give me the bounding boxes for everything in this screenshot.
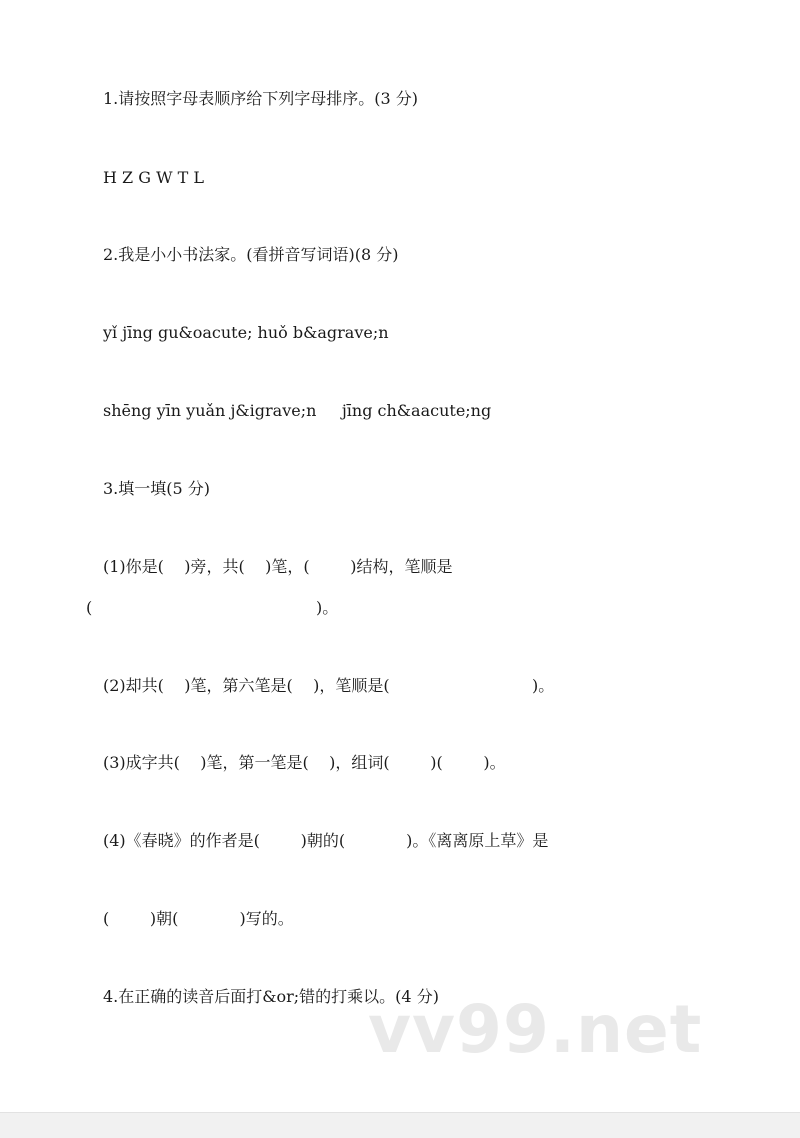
question-4-heading: 4.在正确的读音后面打&or;错的打乘以。(4 分) [103, 987, 439, 1006]
fill-item-4-continuation: ( )朝( )写的。 [103, 909, 294, 928]
fill-item-1-continuation: ( )。 [86, 598, 339, 617]
question-2-heading: 2.我是小小书法家。(看拼音写词语)(8 分) [103, 245, 399, 264]
question-1-heading: 1.请按照字母表顺序给下列字母排序。(3 分) [103, 89, 419, 108]
watermark: vv99.net [368, 991, 703, 1068]
fill-item-1: (1)你是( )旁，共( )笔，( )结构，笔顺是 [103, 557, 453, 576]
letters-to-sort: H Z G W T L [103, 168, 205, 187]
page-bottom-strip [0, 1112, 800, 1138]
question-3-heading: 3.填一填(5 分) [103, 479, 211, 498]
pinyin-line-1: yǐ jīng gu&oacute; huǒ b&agrave;n [103, 323, 389, 342]
fill-item-3: (3)成字共( )笔，第一笔是( )，组词( )( )。 [103, 753, 506, 772]
fill-item-4: (4)《春晓》的作者是( )朝的( )。《离离原上草》是 [103, 831, 549, 850]
pinyin-line-2: shēng yīn yuǎn j&igrave;n jīng ch&aacute;ng [103, 401, 492, 420]
fill-item-2: (2)却共( )笔，第六笔是( )，笔顺是( )。 [103, 676, 555, 695]
